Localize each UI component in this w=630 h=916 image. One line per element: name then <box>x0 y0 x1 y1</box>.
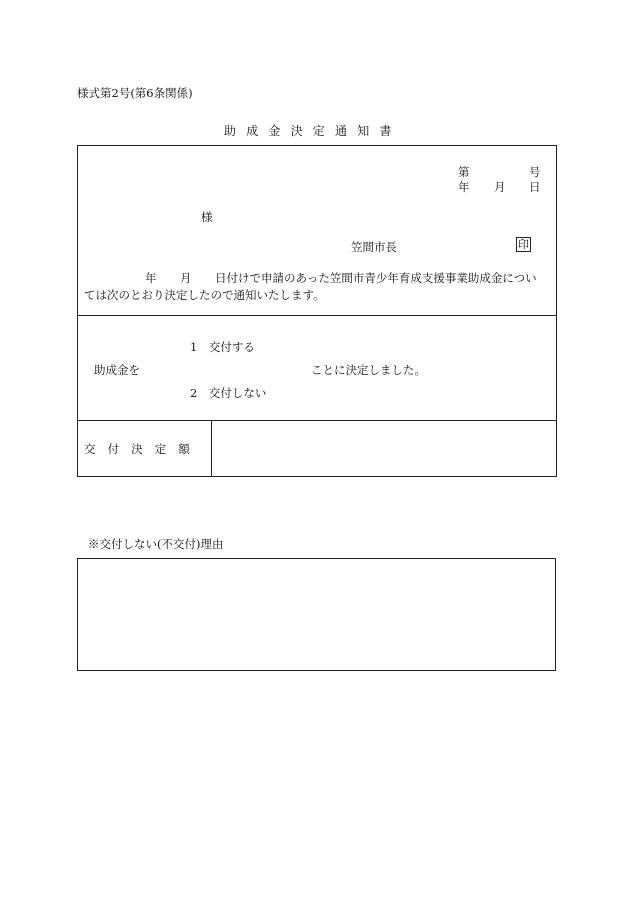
form-number-label: 様式第2号(第6条関係) <box>77 86 193 100</box>
date-day: 日 <box>529 180 541 194</box>
reason-label: ※交付しない(不交付)理由 <box>88 537 224 551</box>
amount-label: 交付決定額 <box>84 442 202 456</box>
seal-glyph: 印 <box>518 238 529 251</box>
decision-prefix: 助成金を <box>94 363 140 377</box>
body-line1-text: 日付けで申請のあった笠間市青少年育成支援事業助成金につい <box>215 271 537 285</box>
form-divider-top <box>77 315 557 316</box>
decision-suffix: ことに決定しました。 <box>311 363 426 377</box>
body-month: 月 <box>180 271 192 285</box>
body-line2-text: ては次のとおり決定したので通知いたします。 <box>84 288 325 302</box>
recipient-suffix: 様 <box>201 210 213 224</box>
body-year: 年 <box>145 271 157 285</box>
issuer-name: 笠間市長 <box>351 240 397 254</box>
amount-value-cell[interactable] <box>212 421 556 476</box>
date-year: 年 <box>458 180 470 194</box>
number-go: 号 <box>529 165 541 179</box>
number-dai: 第 <box>458 165 470 179</box>
document-title: 助成金決定通知書 <box>224 124 402 138</box>
decision-option-grant: 1 交付する <box>190 340 255 354</box>
decision-option-deny: 2 交付しない <box>190 386 267 400</box>
seal-mark <box>516 237 531 252</box>
reason-box[interactable] <box>77 558 556 671</box>
date-month: 月 <box>494 180 506 194</box>
